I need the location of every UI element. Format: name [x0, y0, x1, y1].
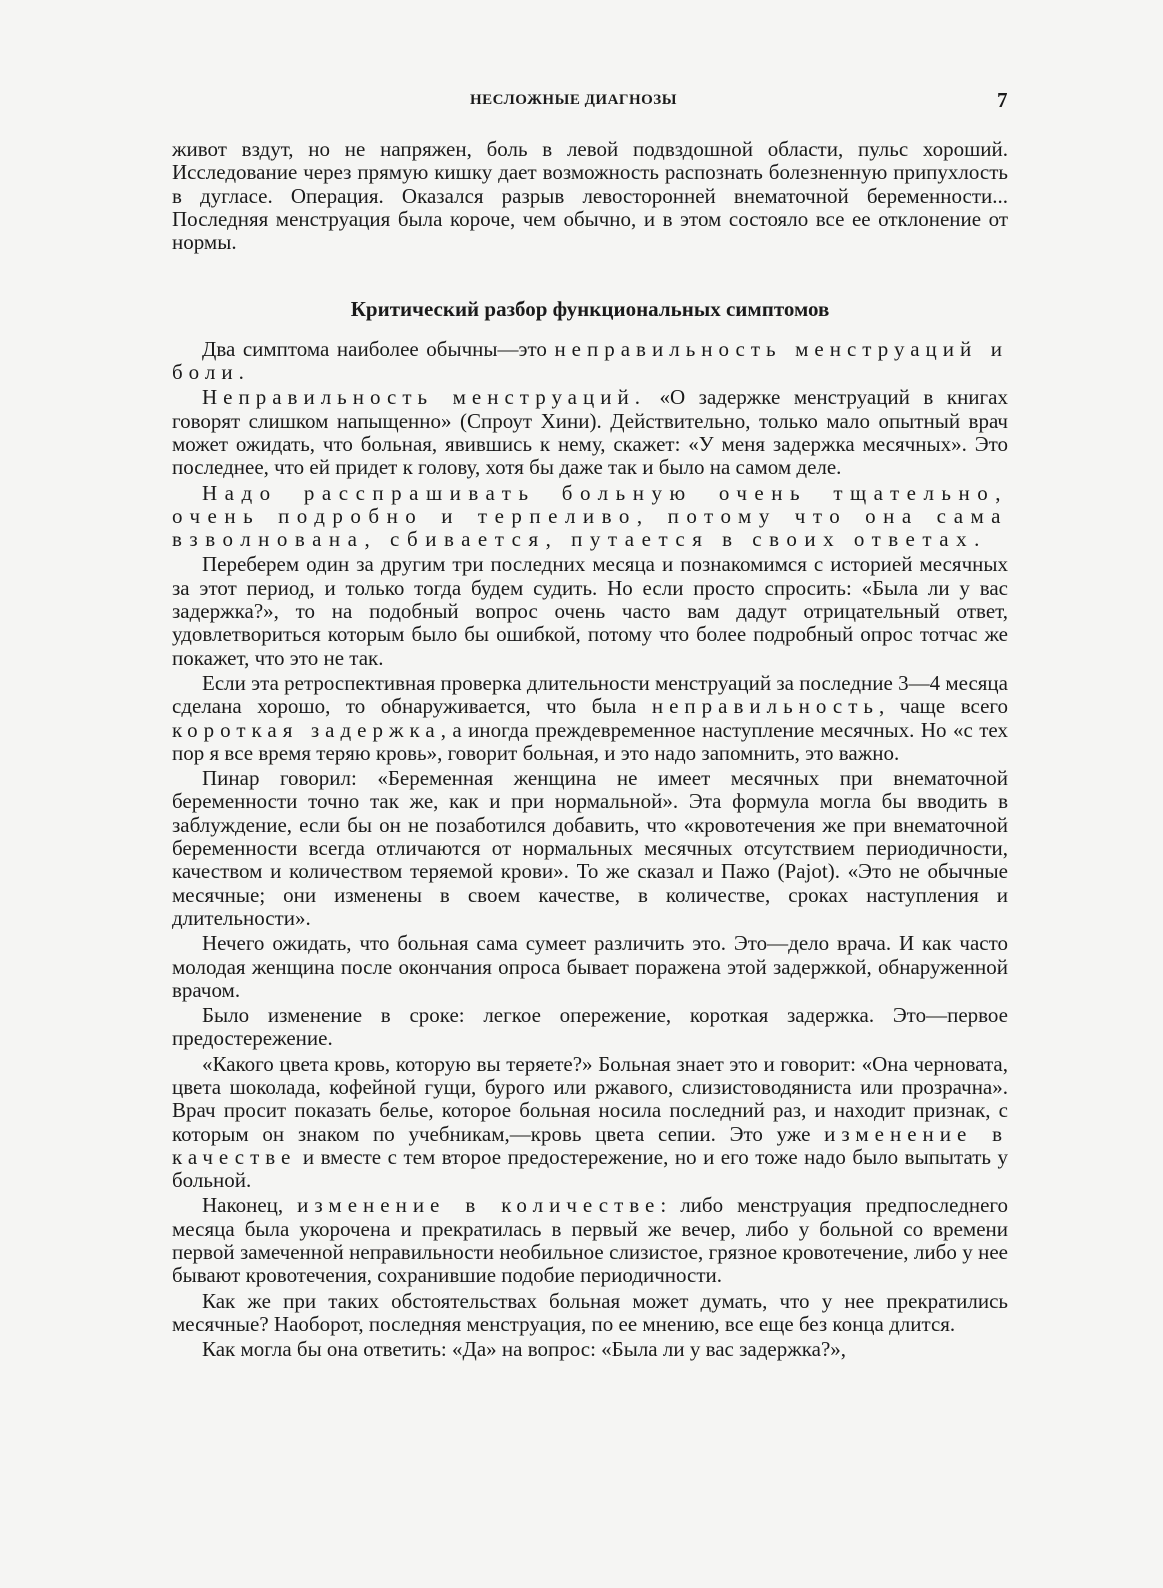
page-number: 7	[997, 88, 1008, 112]
spaced-emphasis: Неправильность менструаций.	[202, 385, 646, 410]
paragraph-4: Переберем один за другим три последних месяца и познакомимся с историей месячных за этот период, и только тогда будем судить. Но если просто спросить: «Была ли у вас задержка?», то на подобный вопрос очень часто вам дадут отрицательный ответ, удовлетвориться которым было бы ошибкой, потому что более подробный опрос тотчас же покажет, что это не так.	[172, 552, 1008, 670]
paragraph-2-text: «О задержке менструаций в книгах говорят слишком напыщенно» (Спроут Хини). Действительно, только мало опытный врач может ожидать, что больная, явившись к нему, скажет: «У меня задержка месячных». Это последнее, что ей придет к голову, хотя бы даже так и было на самом деле.	[172, 385, 1008, 480]
spaced-emphasis: короткая задержка	[172, 717, 441, 742]
paragraph-5-text: , чаще всего	[879, 694, 1008, 719]
section-heading: Критический разбор функциональных симптомов	[350, 297, 830, 322]
paragraph-6: Пинар говорил: «Беременная женщина не имеет месячных при внематочной беременности точно так же, как и при нормальной». Эта формула могла бы вводить в заблуждение, если бы он не позаботился добавить, что «кровотечения же при внематочной беременности всегда отличаются от нормальных месячных отсутствием периодичности, качеством и количеством теряемой крови». То же сказал и Пажо (Pajot). «Это не обычные месячные; они изменены в своем качестве, в количестве, сроках наступления и длительности».	[172, 766, 1008, 930]
spaced-emphasis: изменение в качестве	[172, 1121, 1008, 1169]
paragraph-2	[172, 386, 1008, 479]
paragraph-5-text: Если эта ретроспективная проверка длительности менструаций за последние 3—4 месяца сделана хорошо, то обнаруживается, что была	[172, 670, 1008, 719]
paragraph-5-text: , а иногда преждевременное наступление месячных. Но «с тех пор я все время теряю кровь», говорит больная, и это надо запомнить, это важно.	[172, 717, 1008, 765]
paragraph-7: Нечего ожидать, что больная сама сумеет различить это. Это—дело врача. И как часто молодая женщина после окончания опроса бывает поражена этой задержкой, обнаруженной врачом.	[172, 931, 1008, 1002]
spaced-emphasis: Надо расспрашивать больную очень тщательно, очень подробно и терпеливо, потому что она сама взволнована, сбивается, путается в своих ответах.	[172, 480, 1008, 552]
paragraph-1	[172, 338, 1008, 385]
paragraph-10-text: Наконец,	[202, 1193, 298, 1218]
spaced-emphasis: неправильность	[651, 694, 880, 719]
paragraph-9	[172, 1053, 1008, 1193]
paragraph-1-text: Два симптома наиболее обычны—это	[202, 336, 555, 361]
body-text	[172, 138, 1008, 1362]
paragraph-5	[172, 672, 1008, 765]
paragraph-3	[172, 482, 1008, 552]
paragraph-10-text: : либо менструация предпоследнего месяца была укорочена и прекратилась в первый же вечер, либо у больной со времени первой замеченной неправильности необильное слизистое, грязное кровотечение, либо у нее бывают кровотечения, сохранившие подобие периодичности.	[172, 1193, 1008, 1288]
paragraph-12: Как могла бы она ответить: «Да» на вопрос: «Была ли у вас задержка?»,	[202, 1337, 847, 1362]
intro-paragraph: живот вздут, но не напряжен, боль в левой подвздошной области, пульс хороший. Исследование через прямую кишку дает возможность распознать болезненную припухлость в дугласе. Операция. Оказался разрыв левосторонней внематочной беременности... Последняя менструация была короче, чем обычно, и в этом состояло все ее отклонение от нормы.	[172, 137, 1008, 255]
spaced-emphasis: изменение в количестве	[297, 1193, 661, 1218]
paragraph-10	[172, 1194, 1008, 1287]
paragraph-8: Было изменение в сроке: легкое опережение, короткая задержка. Это—первое предостережение.	[172, 1003, 1008, 1051]
paragraph-11: Как же при таких обстоятельствах больная может думать, что у нее прекратились месячные? Наоборот, последняя менструация, по ее мнению, все еще без конца длится.	[172, 1288, 1008, 1336]
spaced-emphasis: неправильность менструаций и боли.	[172, 336, 1008, 385]
paragraph-9-text: «Какого цвета кровь, которую вы теряете?» Больная знает это и говорит: «Она черновата, цвета шоколада, кофейной гущи, бурого или ржавого, слизистоводяниста или прозрачна». Врач просит показать белье, которое больная носила последний раз, и находит признак, с которым он знаком по учебникам,—кровь цвета сепии. Это уже	[172, 1051, 1008, 1146]
paragraph-9-text: и вместе с тем второе предостережение, но и его тоже надо было выпытать у больной.	[172, 1144, 1008, 1193]
running-title: НЕСЛОЖНЫЕ ДИАГНОЗЫ	[470, 92, 677, 108]
